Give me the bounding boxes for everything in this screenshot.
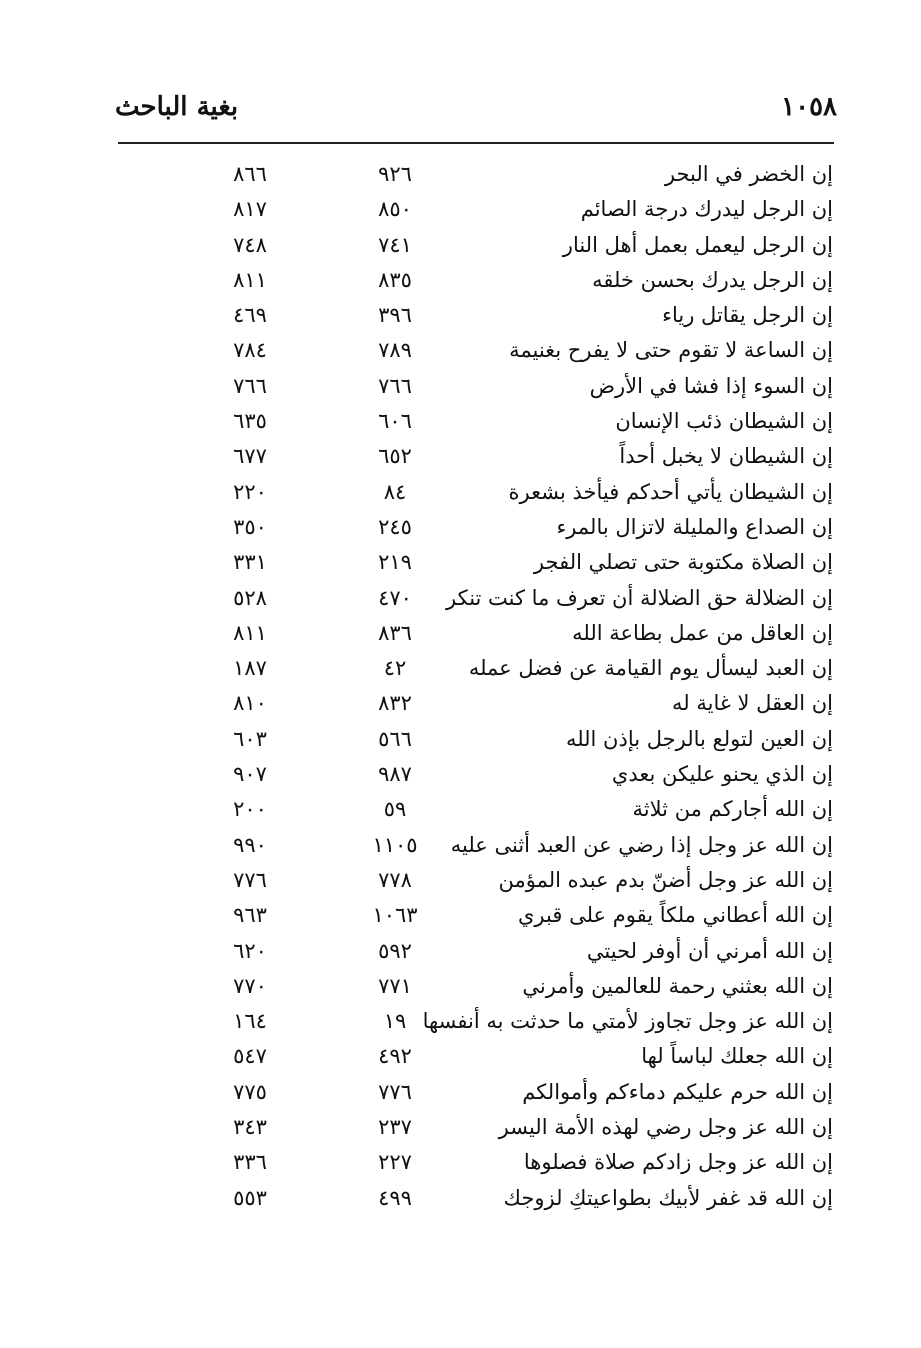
entry-ref-secondary: ٧٦٦: [233, 373, 267, 398]
entry-ref-secondary: ٦٣٥: [233, 409, 267, 434]
entry-text: إن الله عز وجل أضنّ بدم عبده المؤمن: [498, 867, 833, 892]
entry-ref-secondary: ٧٧٦: [233, 867, 267, 892]
entry-text: إن الضلالة حق الضلالة أن تعرف ما كنت تنكر: [446, 585, 833, 610]
entry-ref-primary: ٨٥٠: [378, 197, 412, 222]
index-entry: [0, 723, 921, 758]
entry-ref-secondary: ٧٧٥: [233, 1079, 267, 1104]
entry-ref-secondary: ٩٠٧: [233, 762, 267, 787]
index-entry: [0, 758, 921, 793]
entry-text: إن الرجل ليدرك درجة الصائم: [580, 197, 833, 222]
entry-ref-secondary: ٧٧٠: [233, 973, 267, 998]
index-entry: [0, 970, 921, 1005]
entry-ref-secondary: ٦٠٣: [233, 726, 267, 751]
page-number: ١٠٥٨: [781, 92, 837, 122]
entry-ref-primary: ٤٧٠: [378, 585, 412, 610]
index-entries: [0, 158, 921, 1217]
entry-ref-primary: ٨٣٥: [378, 267, 412, 292]
index-entry: [0, 299, 921, 334]
entry-ref-secondary: ٢٢٠: [233, 479, 267, 504]
entry-ref-secondary: ٨٦٦: [233, 162, 267, 186]
entry-text: إن الله أجاركم من ثلاثة: [632, 797, 833, 822]
entry-text: إن الذي يحنو عليكن بعدي: [611, 762, 833, 787]
index-entry: [0, 440, 921, 475]
index-entry: [0, 687, 921, 722]
entry-ref-secondary: ١٨٧: [233, 656, 267, 681]
index-entry: [0, 1111, 921, 1146]
entry-ref-secondary: ٥٥٣: [233, 1185, 267, 1210]
entry-ref-primary: ٢٤٥: [378, 514, 412, 539]
entry-text: إن العبد ليسأل يوم القيامة عن فضل عمله: [468, 656, 833, 681]
entry-ref-primary: ٧٤١: [378, 232, 412, 257]
index-entry: [0, 546, 921, 581]
entry-text: إن الله عز وجل رضي لهذه الأمة اليسر: [498, 1115, 833, 1140]
entry-ref-secondary: ٣٣١: [233, 550, 267, 575]
index-entry: [0, 829, 921, 864]
entry-ref-primary: ٧٧٦: [378, 1079, 412, 1104]
entry-ref-primary: ٧٨٩: [378, 338, 412, 363]
entry-ref-secondary: ٦٢٠: [233, 938, 267, 963]
entry-text: إن الساعة لا تقوم حتى لا يفرح بغنيمة: [509, 338, 833, 363]
entry-ref-primary: ٥٩: [383, 797, 407, 822]
page-header: [115, 88, 837, 128]
entry-ref-primary: ١٩: [383, 1009, 407, 1034]
index-entry: [0, 1146, 921, 1181]
entry-text: إن العاقل من عمل بطاعة الله: [572, 620, 833, 645]
index-entry: [0, 899, 921, 934]
entry-ref-primary: ٧٦٦: [378, 373, 412, 398]
entry-ref-secondary: ٨١٧: [233, 197, 267, 222]
entry-text: إن الرجل يقاتل رياء: [662, 303, 833, 328]
entry-ref-secondary: ٣٤٣: [233, 1115, 267, 1140]
entry-text: إن الصداع والمليلة لاتزال بالمرء: [556, 514, 833, 539]
entry-ref-primary: ٦٠٦: [378, 409, 412, 434]
entry-text: إن السوء إذا فشا في الأرض: [589, 373, 833, 398]
entry-ref-primary: ٩٨٧: [378, 762, 412, 787]
entry-text: إن العقل لا غاية له: [672, 691, 833, 716]
entry-text: إن الله أمرني أن أوفر لحيتي: [586, 938, 833, 963]
index-entry: [0, 193, 921, 228]
entry-ref-primary: ٨٣٢: [378, 691, 412, 716]
entry-ref-secondary: ٨١١: [233, 620, 267, 645]
header-divider: [118, 142, 834, 144]
entry-ref-secondary: ٦٧٧: [233, 444, 267, 469]
entry-ref-secondary: ٧٤٨: [233, 232, 267, 257]
entry-text: إن الله عز وجل تجاوز لأمتي ما حدثت به أنفسها: [422, 1009, 833, 1034]
entry-ref-primary: ٨٤: [383, 479, 407, 504]
entry-ref-primary: ٢٢٧: [378, 1150, 412, 1175]
entry-ref-primary: ٢١٩: [378, 550, 412, 575]
entry-ref-primary: ٢٣٧: [378, 1115, 412, 1140]
entry-ref-secondary: ٨١١: [233, 267, 267, 292]
index-entry: [0, 229, 921, 264]
entry-ref-primary: ١٠٦٣: [372, 903, 418, 928]
entry-text: إن الشيطان ذئب الإنسان: [615, 409, 833, 434]
entry-ref-primary: ٧٧٨: [378, 867, 412, 892]
index-entry: [0, 158, 921, 193]
entry-ref-primary: ٤٩٢: [378, 1044, 412, 1069]
entry-ref-primary: ٥٩٢: [378, 938, 412, 963]
entry-ref-primary: ٧٧١: [378, 973, 412, 998]
index-entry: [0, 264, 921, 299]
entry-ref-secondary: ٩٩٠: [233, 832, 267, 857]
index-entry: [0, 405, 921, 440]
index-entry: [0, 864, 921, 899]
entry-ref-secondary: ٩٦٣: [233, 903, 267, 928]
index-entry: [0, 511, 921, 546]
entry-text: إن الرجل يدرك بحسن خلقه: [592, 267, 833, 292]
entry-text: إن الله حرم عليكم دماءكم وأموالكم: [522, 1079, 833, 1104]
index-entry: [0, 1005, 921, 1040]
entry-text: إن الله عز وجل زادكم صلاة فصلوها: [523, 1150, 833, 1175]
entry-ref-primary: ٣٩٦: [378, 303, 412, 328]
entry-ref-primary: ٩٢٦: [378, 162, 412, 186]
entry-text: إن الله عز وجل إذا رضي عن العبد أثنى عليه: [450, 832, 833, 857]
entry-ref-secondary: ١٦٤: [233, 1009, 267, 1034]
entry-text: إن الله قد غفر لأبيك بطواعيتكِ لزوجك: [503, 1185, 833, 1210]
entry-ref-secondary: ٥٢٨: [233, 585, 267, 610]
index-entry: [0, 476, 921, 511]
entry-ref-primary: ٤٩٩: [378, 1185, 412, 1210]
index-entry: [0, 1076, 921, 1111]
entry-ref-secondary: ٨١٠: [233, 691, 267, 716]
index-entry: [0, 652, 921, 687]
entry-ref-primary: ١١٠٥: [372, 832, 418, 857]
entry-ref-secondary: ٧٨٤: [233, 338, 267, 363]
index-entry: [0, 793, 921, 828]
index-entry: [0, 334, 921, 369]
entry-ref-secondary: ٣٣٦: [233, 1150, 267, 1175]
index-entry: [0, 582, 921, 617]
book-title: بغية الباحث: [115, 92, 239, 122]
entry-text: إن الله بعثني رحمة للعالمين وأمرني: [522, 973, 833, 998]
entry-ref-primary: ٤٢: [383, 656, 407, 681]
entry-text: إن الشيطان يأتي أحدكم فيأخذ بشعرة: [508, 479, 833, 504]
entry-ref-primary: ٦٥٢: [378, 444, 412, 469]
entry-text: إن الرجل ليعمل بعمل أهل النار: [562, 232, 833, 257]
index-entry: [0, 1182, 921, 1217]
entry-text: إن الخضر في البحر: [664, 162, 833, 186]
index-entry: [0, 1040, 921, 1075]
entry-text: إن الشيطان لا يخبل أحداً: [619, 444, 833, 469]
entry-ref-primary: ٨٣٦: [378, 620, 412, 645]
index-entry: [0, 370, 921, 405]
entry-text: إن الصلاة مكتوبة حتى تصلي الفجر: [533, 550, 833, 575]
entry-ref-secondary: ٥٤٧: [233, 1044, 267, 1069]
entry-text: إن الله جعلك لباساً لها: [641, 1044, 833, 1069]
entry-ref-primary: ٥٦٦: [378, 726, 412, 751]
entry-ref-secondary: ٣٥٠: [233, 514, 267, 539]
index-entry: [0, 617, 921, 652]
index-entry: [0, 935, 921, 970]
entry-text: إن الله أعطاني ملكاً يقوم على قبري: [518, 903, 833, 928]
entry-ref-secondary: ٤٦٩: [233, 303, 267, 328]
entry-text: إن العين لتولع بالرجل بإذن الله: [565, 726, 833, 751]
entry-ref-secondary: ٢٠٠: [233, 797, 267, 822]
